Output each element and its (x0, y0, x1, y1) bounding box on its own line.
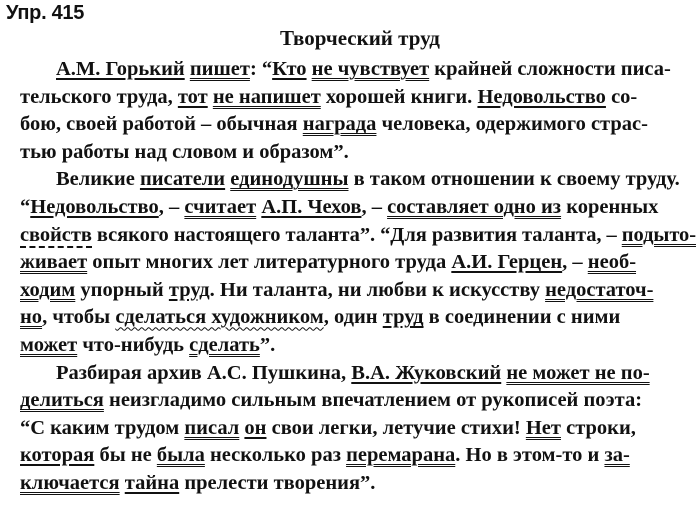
text-line (20, 166, 696, 194)
underlined-word: Недовольство (477, 85, 606, 108)
text-segment: “ (20, 195, 31, 218)
underlined-word: которая (20, 444, 95, 467)
underlined-word: не может не по- (506, 361, 650, 384)
exercise-label: Упр. 415 (6, 2, 85, 24)
text-line (20, 360, 696, 388)
underlined-word: В.А. Жуковский (351, 361, 502, 384)
text-segment: , – (562, 251, 588, 274)
text-line (20, 249, 696, 277)
text-line (20, 415, 696, 443)
text-line (20, 84, 696, 112)
underlined-word: А.И. Герцен (451, 251, 563, 274)
text-segment: бы не (94, 444, 157, 467)
text-line (20, 304, 696, 332)
text-line (20, 442, 696, 470)
underlined-word: необ- (587, 251, 637, 274)
underlined-word: сделать (189, 333, 260, 356)
text-segment: ”. (259, 333, 276, 356)
text-segment: хорошей книги. (320, 85, 478, 108)
underlined-word: но (20, 306, 43, 329)
underlined-word: ключается (20, 471, 120, 494)
text-segment: несколько раз (204, 444, 347, 467)
text-segment: неизгладимо сильным впечатлением от рукописей поэта: (103, 389, 643, 412)
underlined-word: ходим (20, 278, 76, 301)
underlined-word: А.М. Горький (56, 58, 185, 80)
text-segment: прелести творения”. (179, 471, 376, 494)
text-segment: человека, одержимого страс- (376, 113, 648, 136)
text-line (20, 194, 696, 222)
text-segment: , один (323, 306, 383, 329)
underlined-word: считает (184, 195, 257, 218)
underlined-word: не напишет (212, 85, 321, 108)
text-segment: , – (158, 195, 185, 218)
underlined-word: живает (20, 251, 88, 274)
text-segment: свои легки, летучие стихи! (266, 416, 526, 439)
text-body (20, 56, 696, 498)
text-line (20, 470, 696, 498)
text-segment: : “ (249, 58, 273, 80)
text-segment: тью работы над словом и образом”. (20, 140, 349, 163)
underlined-word: недостаточ- (545, 278, 654, 301)
underlined-word: Нет (525, 416, 561, 439)
underlined-word: сделаться художником (115, 306, 324, 329)
underlined-word: труд (168, 278, 210, 301)
text-segment: . Ни таланта, ни любви к искусству (209, 278, 546, 301)
text-segment: в соединении с ними (423, 306, 621, 329)
underlined-word: писал (184, 416, 240, 439)
text-line (20, 139, 696, 167)
text-segment: Разбирая архив А.С. Пушкина, (56, 361, 352, 384)
underlined-word: он (244, 416, 267, 439)
text-segment: со- (605, 85, 638, 108)
underlined-word: Недовольство (30, 195, 159, 218)
underlined-word: перемарана (346, 444, 456, 467)
text-segment: упорный (75, 278, 169, 301)
text-segment: крайней сложности писа- (429, 58, 671, 80)
text-segment: “С каким трудом (20, 416, 185, 439)
text-line (20, 222, 696, 250)
text-segment: , чтобы (42, 306, 116, 329)
text-segment: коренных (561, 195, 659, 218)
text-segment: . Но в этом-то и (455, 444, 605, 467)
underlined-word: тот (177, 85, 208, 108)
underlined-word: награда (302, 113, 377, 136)
text-line (20, 56, 696, 84)
text-title: Творческий труд (280, 26, 440, 50)
underlined-word: тайна (124, 471, 180, 494)
underlined-word: делиться (20, 389, 104, 412)
text-segment: бою, своей работой – обычная (20, 113, 303, 136)
underlined-word: не чувствует (311, 58, 430, 80)
underlined-word: единодушны (230, 168, 349, 191)
underlined-word: подыто- (621, 223, 696, 246)
text-segment: опыт многих лет литературного труда (87, 251, 452, 274)
text-segment: , – (361, 195, 388, 218)
underlined-word: пишет (189, 58, 250, 80)
underlined-word: Кто (272, 58, 307, 80)
text-segment: Великие (56, 168, 140, 191)
text-segment: в таком отношении к своему труду. (348, 168, 680, 191)
underlined-word: была (156, 444, 205, 467)
text-line (20, 387, 696, 415)
underlined-word: А.П. Чехов (261, 195, 362, 218)
underlined-word: свойств (20, 223, 92, 246)
text-line (20, 111, 696, 139)
text-segment: тельского труда, (20, 85, 178, 108)
underlined-word: составляет одно из (387, 195, 562, 218)
text-line (20, 332, 696, 360)
text-segment: всякого настоящего таланта”. “Для развития таланта, – (91, 223, 622, 246)
text-segment: что-нибудь (77, 333, 190, 356)
underlined-word: за- (604, 444, 630, 467)
text-line (20, 277, 696, 305)
underlined-word: может (20, 333, 78, 356)
underlined-word: писатели (139, 168, 226, 191)
text-segment: строки, (560, 416, 636, 439)
underlined-word: труд (382, 306, 424, 329)
